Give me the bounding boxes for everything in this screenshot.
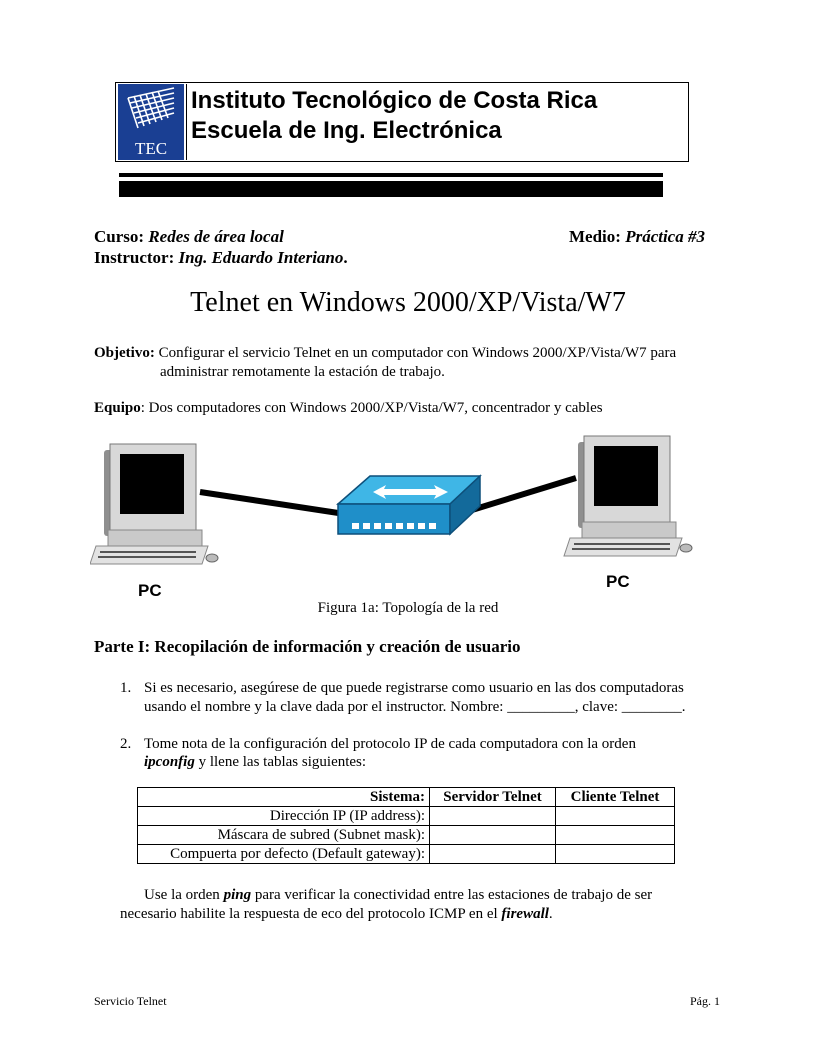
cell-client-mask[interactable] [556, 826, 675, 845]
item2-text-1: Tome nota de la configuración del protocolo IP de cada computadora con la orden [144, 736, 636, 752]
medium-label: Medio: [569, 227, 621, 246]
pc-right-label: PC [606, 572, 630, 591]
objective-text-1: Configurar el servicio Telnet en un computador con Windows 2000/XP/Vista/W7 para [158, 345, 677, 361]
medium-value: Práctica #3 [625, 227, 705, 246]
cell-server-mask[interactable] [430, 826, 556, 845]
header-client: Cliente Telnet [556, 788, 675, 807]
item2-number: 2. [120, 736, 132, 752]
cable-left [200, 492, 345, 514]
cell-client-gateway[interactable] [556, 845, 675, 864]
ping-text-end: . [548, 906, 553, 922]
cell-server-gateway[interactable] [430, 845, 556, 864]
table-row [138, 826, 675, 845]
objective-label: Objetivo: [94, 345, 155, 361]
ping-text-pre: Use la orden [144, 887, 224, 903]
item1-text-1: Si es necesario, asegúrese de que puede registrarse como usuario en las dos computadoras [144, 680, 684, 696]
tec-logo-emblem [118, 84, 184, 160]
medium-line [569, 226, 705, 247]
equipment-text: : Dos computadores con Windows 2000/XP/Vista/W7, concentrador y cables [140, 400, 603, 416]
row-label-mask: Máscara de subred (Subnet mask): [138, 826, 430, 845]
cell-server-ip[interactable] [430, 807, 556, 826]
table-row [138, 807, 675, 826]
hub-icon [338, 476, 480, 534]
item1-text-2: usando el nombre y la clave dada por el instructor. Nombre: _________, clave: ________. [144, 699, 686, 715]
objective-text-2: administrar remotamente la estación de trabajo. [160, 364, 445, 380]
ping-paragraph-line1 [144, 885, 722, 905]
item1-number: 1. [120, 680, 132, 696]
page-title: Telnet en Windows 2000/XP/Vista/W7 [190, 287, 626, 318]
item2-text-2 [144, 752, 366, 772]
logo-separator [186, 84, 187, 160]
course-value: Redes de área local [148, 227, 284, 246]
table-header-row [138, 788, 675, 807]
row-label-ip: Dirección IP (IP address): [138, 807, 430, 826]
ping-paragraph-line2 [120, 904, 553, 924]
objective-line1 [94, 343, 676, 363]
ping-text-mid: para verificar la conectividad entre las estaciones de trabajo de ser [251, 887, 653, 903]
instructor-label: Instructor: [94, 248, 175, 267]
pc-right-icon [564, 436, 692, 556]
logo-text: TEC [134, 139, 168, 158]
ping-text-line2: necesario habilite la respuesta de eco del protocolo ICMP en el [120, 906, 502, 922]
row-label-gateway: Compuerta por defecto (Default gateway): [138, 845, 430, 864]
cell-client-ip[interactable] [556, 807, 675, 826]
equipment-line [94, 398, 603, 418]
header-rule-thick [119, 181, 663, 197]
instructor-line [94, 247, 348, 268]
header-system: Sistema: [138, 788, 430, 807]
network-topology-figure [90, 430, 740, 605]
pc-left-icon [90, 444, 218, 564]
instructor-value: Ing. Eduardo Interiano [178, 248, 344, 267]
table-row [138, 845, 675, 864]
section-title: Parte I: Recopilación de información y creación de usuario [94, 637, 521, 656]
ip-config-table [137, 787, 675, 864]
cable-right [472, 478, 576, 510]
tec-logo [118, 84, 184, 160]
equipment-label: Equipo [94, 400, 141, 416]
header-rule-thin [119, 173, 663, 177]
pc-left-label: PC [138, 581, 162, 600]
school-name: Escuela de Ing. Electrónica [191, 117, 502, 144]
course-label: Curso: [94, 227, 145, 246]
ipconfig-command: ipconfig [144, 754, 195, 770]
institution-name: Instituto Tecnológico de Costa Rica [191, 87, 598, 114]
figure-caption: Figura 1a: Topología de la red [317, 600, 499, 616]
footer-title: Servicio Telnet [94, 994, 167, 1008]
page-number: Pág. 1 [690, 994, 720, 1008]
header-server: Servidor Telnet [430, 788, 556, 807]
item2-text-2-rest: y llene las tablas siguientes: [194, 754, 367, 770]
course-line [94, 226, 284, 247]
ping-command: ping [223, 887, 252, 903]
firewall-term: firewall [501, 906, 549, 922]
instructor-end: . [343, 248, 348, 267]
